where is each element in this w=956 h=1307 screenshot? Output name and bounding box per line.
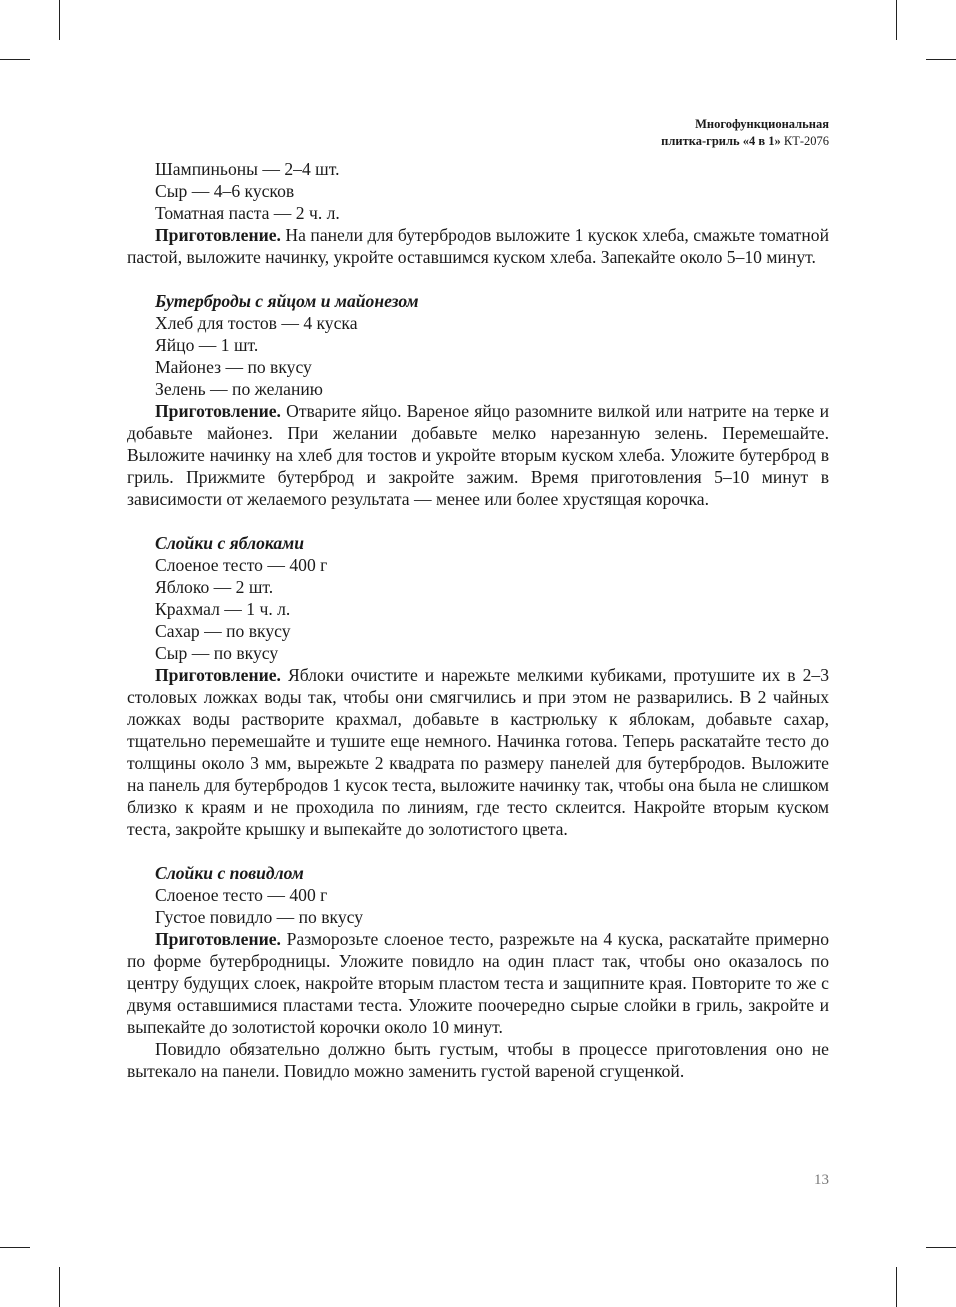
ingredient: Яйцо — 1 шт. <box>155 335 259 355</box>
crop-mark <box>896 0 897 40</box>
ingredient: Слоеное тесто — 400 г <box>155 555 328 575</box>
ingredient: Яблоко — 2 шт. <box>155 577 274 597</box>
ingredient: Сыр — по вкусу <box>155 643 279 663</box>
page-number: 13 <box>814 1172 829 1188</box>
ingredient: Густое повидло — по вкусу <box>155 907 364 927</box>
preparation-paragraph: Приготовление. Яблоки очистите и нарежьте мелкими кубиками, протушите их в 2–3 столовых ложках воды так, чтобы они смягчились и при этом не разварились. В 2 чайных ложках воды растворите крахмал, добавьте в кастрюльку к яблокам, добавьте сахар, тщательно перемешайте и тушите еще немного. Начинка готова. Теперь раскатайте тесто до толщины около 3 мм, вырежьте 2 квадрата по размеру панелей для бутербродов. Выложите на панель для бутербродов 1 кусок теста, выложите начинку так, чтобы она была не слишком близко к краям и не проходила по линиям, где тесто склеится. Накройте вторым куском теста, закройте крышку и выпекайте до золотистого цвета. <box>127 665 829 839</box>
ingredient: Зелень — по желанию <box>155 379 323 399</box>
ingredient: Крахмал — 1 ч. л. <box>155 599 291 619</box>
model-number: КТ-2076 <box>783 134 829 148</box>
crop-mark <box>59 1267 60 1307</box>
recipe-title: Слойки с яблоками <box>155 533 304 553</box>
header-subtitle: плитка-гриль «4 в 1» КТ-2076 <box>661 134 829 148</box>
ingredient: Сахар — по вкусу <box>155 621 291 641</box>
recipe-title: Слойки с повидлом <box>155 863 304 883</box>
crop-mark <box>59 0 60 40</box>
ingredient: Шампиньоны — 2–4 шт. <box>155 159 340 179</box>
crop-mark <box>926 1247 956 1248</box>
header-title: Многофункциональная <box>695 117 829 131</box>
recipe-content <box>127 158 829 1082</box>
crop-mark <box>0 59 30 60</box>
note-paragraph: Повидло обязательно должно быть густым, чтобы в процессе приготовления оно не вытекало на панели. Повидло можно заменить густой вареной сгущенкой. <box>127 1039 829 1081</box>
preparation-paragraph: Приготовление. Отварите яйцо. Вареное яйцо разомните вилкой или натрите на терке и добавьте майонез. При желании добавьте мелко нарезанную зелень. Перемешайте. Выложите начинку на хлеб для тостов и укройте вторым куском хлеба. Уложите бутерброд в гриль. Прижмите бутерброд и закройте зажим. Время приготовления 5–10 минут в зависимости от желаемого результата — менее или более хрустящая корочка. <box>127 401 829 509</box>
crop-mark <box>896 1267 897 1307</box>
ingredient: Хлеб для тостов — 4 куска <box>155 313 358 333</box>
ingredient: Майонез — по вкусу <box>155 357 312 377</box>
running-header <box>661 116 829 150</box>
preparation-paragraph: Приготовление. На панели для бутербродов выложите 1 кускок хлеба, смажьте томатной пастой, выложите начинку, укройте оставшимся куском хлеба. Запекайте около 5–10 минут. <box>127 225 829 267</box>
preparation-paragraph: Приготовление. Разморозьте слоеное тесто, разрежьте на 4 куска, раскатайте примерно по форме бутербродницы. Уложите повидло на один пласт так, чтобы оно оказалось по центру будущих слоек, накройте вторым пластом теста и защипните края. Повторите то же с двумя оставшимися пластами теста. Уложите поочередно сырые слойки в гриль, закройте и выпекайте до золотистой корочки около 10 минут. <box>127 929 829 1037</box>
ingredient: Сыр — 4–6 кусков <box>155 181 295 201</box>
recipe-title: Бутерброды с яйцом и майонезом <box>155 291 419 311</box>
crop-mark <box>926 59 956 60</box>
crop-mark <box>0 1247 30 1248</box>
ingredient: Слоеное тесто — 400 г <box>155 885 328 905</box>
ingredient: Томатная паста — 2 ч. л. <box>155 203 340 223</box>
